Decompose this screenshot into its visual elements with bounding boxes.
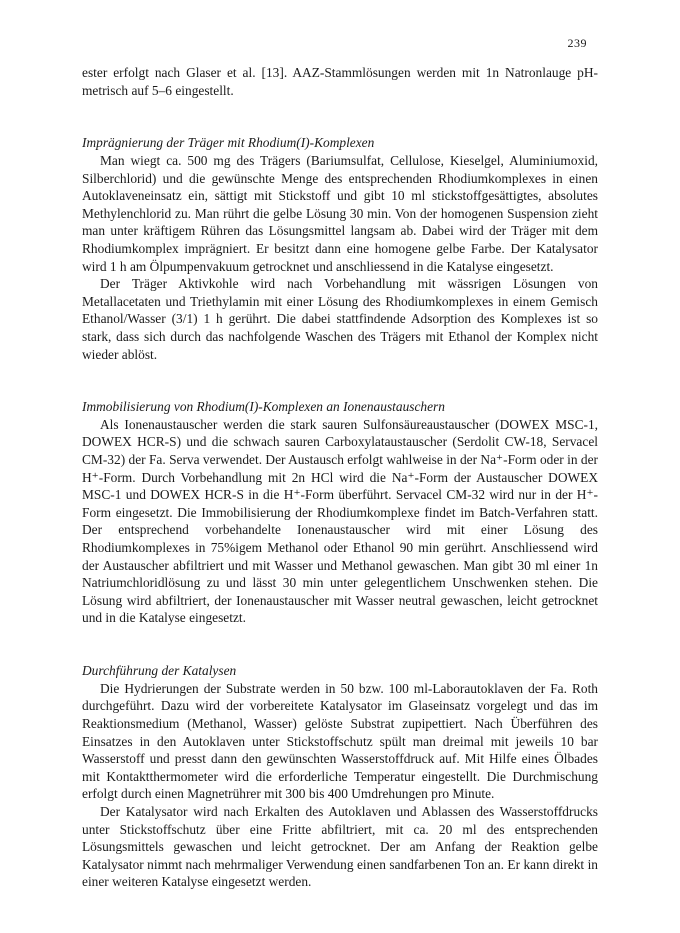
page-number: 239 (567, 36, 587, 50)
paragraph: Die Hydrierungen der Substrate werden in 50 bzw. 100 ml-Laborautoklaven der Fa. Roth durchgeführt. Dazu wird der vorbereitete Katalysator im Glaseinsatz vorgelegt und das im Reaktionsmedium (Methanol, Wasser) gelöste Substrat zupipettiert. Nach Überführen des Einsatzes in den Autoklaven unter Stickstoffschutz spült man dreimal mit jeweils 10 bar Wasserstoff und presst dann den gewünschten Wasserstoffdruck auf. Mit Hilfe eines Ölbades mit Kontaktthermometer wird die erforderliche Temperatur eingestellt. Die Durchmischung erfolgt durch einen Magnetrührer mit 300 bis 400 Umdrehungen pro Minute. (82, 680, 598, 802)
section-immobilisierung (82, 398, 598, 627)
paragraph: Als Ionenaustauscher werden die stark sauren Sulfonsäureaustauscher (DOWEX MSC-1, DOWEX HCR-S) und die schwach sauren Carboxylataustauscher (Serdolit CW-18, Servacel CM-32) der Fa. Serva verwendet. Der Austausch erfolgt wahlweise in der Na⁺-Form oder in der H⁺-Form. Durch Vorbehandlung mit 2n HCl wird die Na⁺-Form der Austauscher DOWEX MSC-1 und DOWEX HCR-S in die H⁺-Form überführt. Servacel CM-32 wird nur in der H⁺-Form eingesetzt. Die Immobilisierung der Rhodiumkomplexe findet im Batch-Verfahren statt. Der entsprechend vorbehandelte Ionenaustauscher wird mit einer Lösung des Rhodiumkomplexes in 75%igem Methanol oder Ethanol 90 min gerührt. Anschliessend wird der Austauscher abfiltriert und mit Wasser und Methanol gewaschen. Man gibt 30 ml einer 1n Natriumchloridlösung zu und lässt 30 min unter gelegentlichem Unschwenken stehen. Die Lösung wird abfiltriert, der Ionenaustauscher mit Wasser neutral gewaschen, leicht getrocknet und in die Katalyse eingesetzt. (82, 416, 598, 626)
section-heading: Immobilisierung von Rhodium(I)-Komplexen an Ionenaustauschern (82, 399, 445, 415)
spacer (82, 645, 598, 663)
paragraph: Der Träger Aktivkohle wird nach Vorbehandlung mit wässrigen Lösungen von Metallacetaten und Triethylamin mit einer Lösung des Rhodiumkomplexes in einem Gemisch Ethanol/Wasser (3/1) 1 h gerührt. Die dabei stattfindende Adsorption des Komplexes ist so stark, dass sich durch das nachfolgende Waschen des Trägers mit Ethanol der Komplex nicht wieder ablöst. (82, 276, 598, 362)
paragraph: Der Katalysator wird nach Erkalten des Autoklaven und Ablassen des Wasserstoffdrucks unter Stickstoffschutz über eine Fritte abfiltriert, mit ca. 20 ml des entsprechenden Lösungsmittels gewaschen und leicht getrocknet. Der am Anfang der Reaktion gelbe Katalysator nimmt nach mehrmaliger Verwendung einen sandfarbenen Ton an. Er kann direkt in einer weiteren Katalyse eingesetzt werden. (82, 803, 598, 890)
section-heading: Imprägnierung der Träger mit Rhodium(I)-Komplexen (82, 135, 375, 151)
body-text (82, 64, 598, 891)
spacer (82, 99, 598, 117)
section-impraegnierung (82, 134, 598, 363)
section-durchfuehrung (82, 662, 598, 891)
spacer (82, 117, 598, 135)
spacer (82, 363, 598, 381)
spacer (82, 627, 598, 645)
paragraph: Man wiegt ca. 500 mg des Trägers (Bariumsulfat, Cellulose, Kieselgel, Aluminiumoxid, Silberchlorid) und die gewünschte Menge des entsprechenden Rhodiumkomplexes in einen Autoklaveneinsatz ein, sättigt mit Stickstoff und gibt 10 ml stickstoffgesättigtes, absolutes Methylenchlorid zu. Man rührt die gelbe Lösung 30 min. Von der homogenen Suspension zieht man unter kräftigem Rühren das Lösungsmittel langsam ab. Dabei wird der Träger mit dem Rhodiumkomplex imprägniert. Er besitzt dann eine homogene gelbe Farbe. Der Katalysator wird 1 h am Ölpumpenvakuum getrocknet und anschliessend in die Katalyse eingesetzt. (82, 152, 598, 274)
spacer (82, 381, 598, 399)
section-heading: Durchführung der Katalysen (82, 663, 237, 679)
intro-paragraph: ester erfolgt nach Glaser et al. [13]. AAZ-Stammlösungen werden mit 1n Natronlauge pH-metrisch auf 5–6 eingestellt. (82, 65, 598, 98)
